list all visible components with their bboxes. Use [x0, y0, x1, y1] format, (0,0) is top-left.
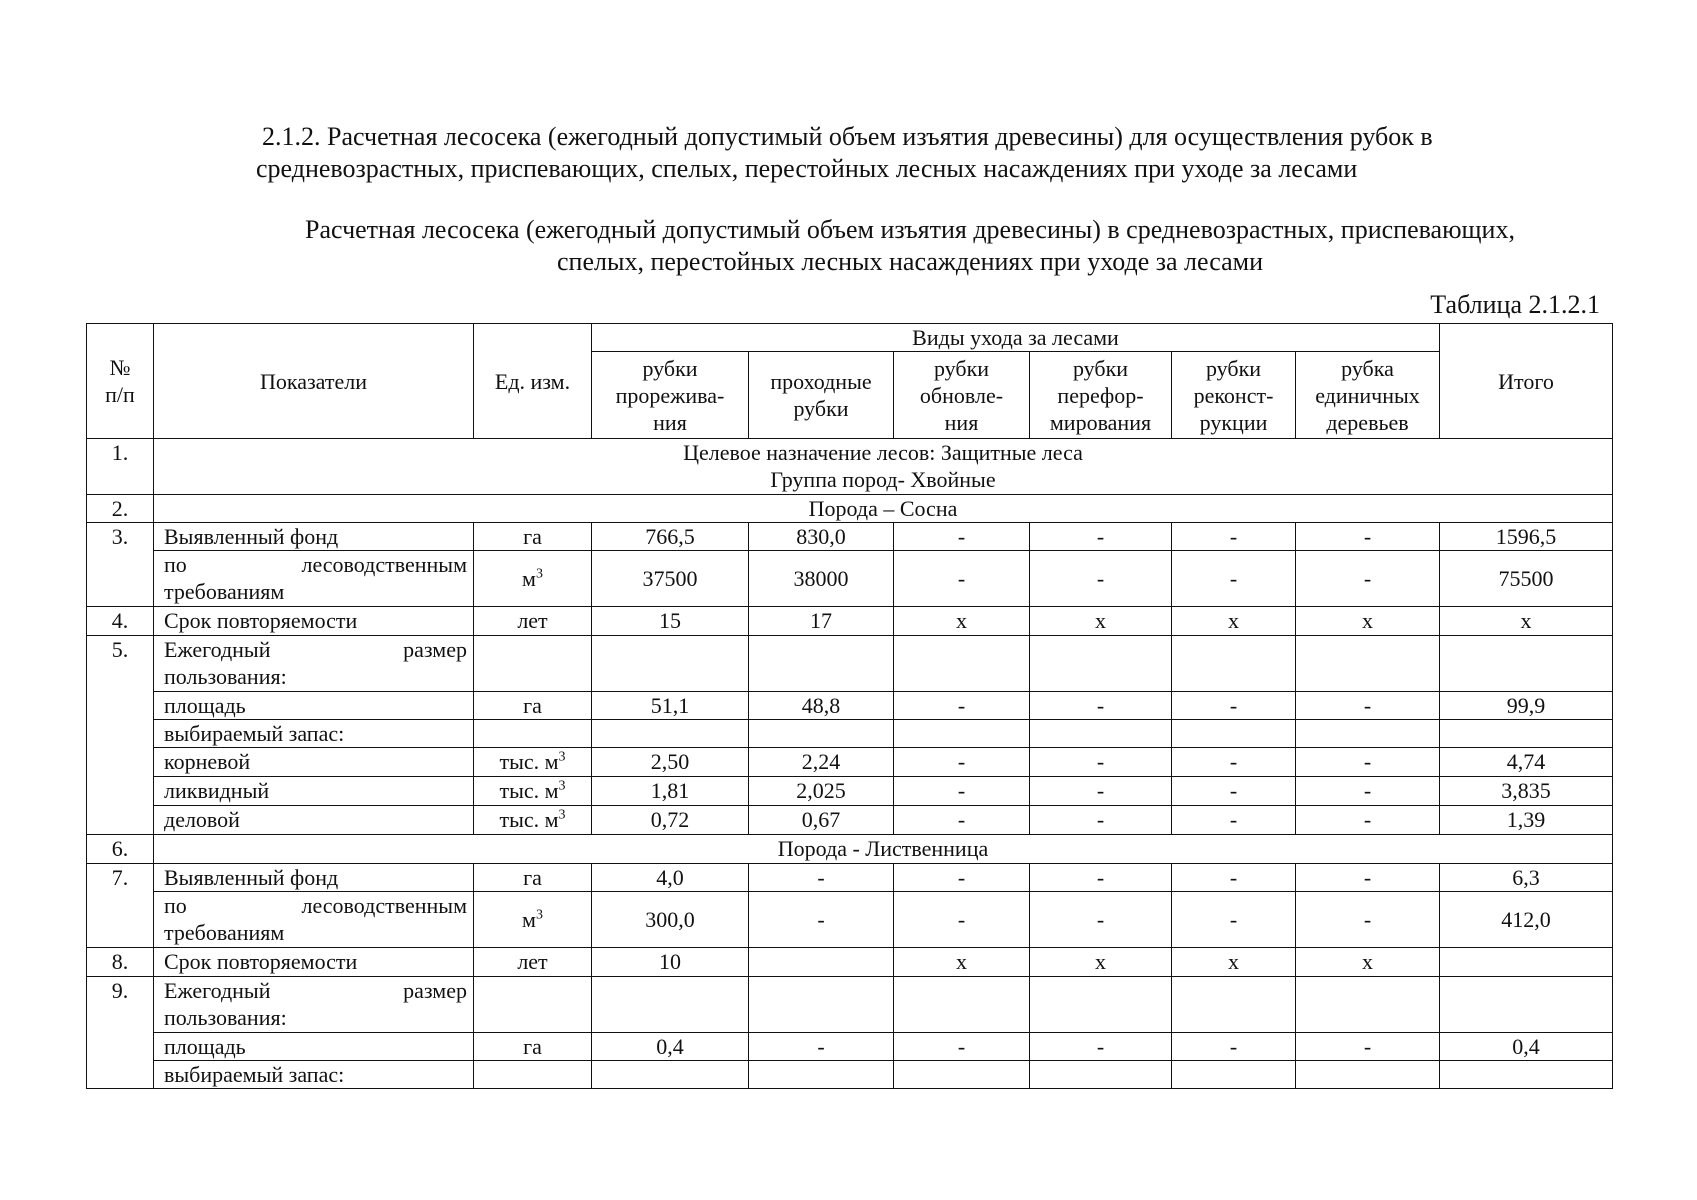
table-row [87, 551, 1613, 607]
table-row [87, 864, 1613, 892]
row-label: по лесоводственным требованиям [154, 551, 474, 607]
cell-value: х [1296, 607, 1440, 636]
cell-value: х [1030, 948, 1172, 977]
table-row [87, 636, 1613, 692]
cell-value: - [1030, 692, 1172, 720]
cell-value: 0,67 [749, 806, 894, 835]
cell-value: - [1030, 1033, 1172, 1061]
header-num-line2: п/п [105, 382, 135, 407]
row-label: корневой [154, 748, 474, 777]
header-renewal: рубки обновле- ния [894, 352, 1030, 439]
row-num: 8. [87, 948, 154, 977]
header-num [87, 324, 154, 439]
row-label: Ежегодный размер пользования: [154, 977, 474, 1033]
table-title [230, 214, 1590, 278]
row-num: 4. [87, 607, 154, 636]
row-label: Выявленный фонд [154, 523, 474, 551]
table-row [87, 439, 1613, 495]
cell-value: - [1296, 777, 1440, 806]
cell-value: - [894, 1033, 1030, 1061]
row-unit: га [474, 1033, 592, 1061]
cell-value: х [1172, 948, 1296, 977]
header-care-types: Виды ухода за лесами [592, 324, 1440, 352]
table-row [87, 1033, 1613, 1061]
table-row [87, 692, 1613, 720]
row-label: по лесоводственным требованиям [154, 892, 474, 948]
row-num: 9. [87, 977, 154, 1089]
row-unit: тыс. $м^3$ [474, 777, 592, 806]
cell-total [1440, 948, 1613, 977]
cell-value: 766,5 [592, 523, 749, 551]
cell-value: 2,24 [749, 748, 894, 777]
row-label: площадь [154, 692, 474, 720]
cell-value: - [1172, 777, 1296, 806]
cell-value: - [749, 892, 894, 948]
row-label: деловой [154, 806, 474, 835]
section-heading [256, 121, 1622, 185]
cell-value [749, 948, 894, 977]
cell-value: - [1172, 523, 1296, 551]
row-num: 2. [87, 495, 154, 523]
cell-value: - [894, 523, 1030, 551]
row-label: площадь [154, 1033, 474, 1061]
purpose-cell [154, 439, 1613, 495]
cell-value: - [1172, 892, 1296, 948]
cell-value: - [1172, 806, 1296, 835]
table-row [87, 777, 1613, 806]
table-row [87, 892, 1613, 948]
header-reconstruction: рубки реконст- рукции [1172, 352, 1296, 439]
cell-value: - [1172, 748, 1296, 777]
section-heading-line1: 2.1.2. Расчетная лесосека (ежегодный допустимый объем изъятия древесины) для осуществления рубок в [262, 122, 1433, 151]
cell-value: - [1030, 523, 1172, 551]
cell-value: - [1172, 692, 1296, 720]
cell-value: - [1030, 864, 1172, 892]
row-num: 7. [87, 864, 154, 948]
cell-value: 830,0 [749, 523, 894, 551]
header-reformation: рубки перефор- мирования [1030, 352, 1172, 439]
row-unit: га [474, 523, 592, 551]
cell-value: - [1296, 1033, 1440, 1061]
cell-value: - [1296, 892, 1440, 948]
cell-value: 300,0 [592, 892, 749, 948]
cell-value: - [894, 551, 1030, 607]
cell-value: - [894, 806, 1030, 835]
forest-harvest-table [86, 323, 1613, 1089]
cell-value: - [894, 892, 1030, 948]
cell-total: 75500 [1440, 551, 1613, 607]
table-row [87, 607, 1613, 636]
row-num: 5. [87, 636, 154, 835]
table-row [87, 835, 1613, 864]
row-unit: га [474, 692, 592, 720]
cell-value: - [1172, 864, 1296, 892]
row-unit: $м^3$ [474, 892, 592, 948]
cell-value: 0,72 [592, 806, 749, 835]
cell-total: 1,39 [1440, 806, 1613, 835]
cell-value: 48,8 [749, 692, 894, 720]
cell-value: - [1296, 551, 1440, 607]
cell-value: 0,4 [592, 1033, 749, 1061]
cell-value: х [894, 607, 1030, 636]
cell-value: 15 [592, 607, 749, 636]
header-indicators: Показатели [154, 324, 474, 439]
cell-value: х [1030, 607, 1172, 636]
cell-value: - [1296, 864, 1440, 892]
cell-total: 412,0 [1440, 892, 1613, 948]
cell-total: 4,74 [1440, 748, 1613, 777]
cell-total: 1596,5 [1440, 523, 1613, 551]
cell-value: 38000 [749, 551, 894, 607]
row-label: Ежегодный размер пользования: [154, 636, 474, 692]
table-number: Таблица 2.1.2.1 [1430, 290, 1600, 319]
cell-value: х [894, 948, 1030, 977]
cell-value: 2,025 [749, 777, 894, 806]
cell-value: - [1296, 692, 1440, 720]
cell-value: - [1172, 551, 1296, 607]
table-row [87, 977, 1613, 1033]
cell-value: - [894, 777, 1030, 806]
row-num: 3. [87, 523, 154, 607]
cell-value: 10 [592, 948, 749, 977]
cell-value: 17 [749, 607, 894, 636]
cell-value: 2,50 [592, 748, 749, 777]
table-row [87, 1061, 1613, 1089]
cell-value: - [894, 692, 1030, 720]
row-label: Срок повторяемости [154, 948, 474, 977]
cell-value: - [1030, 892, 1172, 948]
row-unit: $м^3$ [474, 551, 592, 607]
table-row [87, 948, 1613, 977]
table-row [87, 806, 1613, 835]
species-pine: Порода – Сосна [154, 495, 1613, 523]
row-unit: га [474, 864, 592, 892]
cell-total: 6,3 [1440, 864, 1613, 892]
cell-value: - [1296, 748, 1440, 777]
species-larch: Порода - Лиственница [154, 835, 1613, 864]
row-label: выбираемый запас: [154, 720, 474, 748]
row-label: выбираемый запас: [154, 1061, 474, 1089]
table-row [87, 748, 1613, 777]
row-label: Срок повторяемости [154, 607, 474, 636]
cell-value: - [1030, 777, 1172, 806]
cell-total: 3,835 [1440, 777, 1613, 806]
cell-value: - [1030, 748, 1172, 777]
cell-value: - [894, 864, 1030, 892]
row-num: 6. [87, 835, 154, 864]
cell-value: х [1296, 948, 1440, 977]
cell-value: - [1296, 806, 1440, 835]
table-title-line1: Расчетная лесосека (ежегодный допустимый объем изъятия древесины) в средневозрастных, приспевающих, [305, 215, 1515, 244]
table-title-line2: спелых, перестойных лесных насаждениях при уходе за лесами [557, 247, 1263, 276]
cell-value: - [1030, 806, 1172, 835]
header-thinning: рубки прорежива- ния [592, 352, 749, 439]
cell-value: - [749, 864, 894, 892]
cell-value: 51,1 [592, 692, 749, 720]
row-label: Выявленный фонд [154, 864, 474, 892]
section-heading-line2: средневозрастных, приспевающих, спелых, перестойных лесных насаждениях при уходе за лесами [256, 154, 1358, 183]
cell-value: 1,81 [592, 777, 749, 806]
table-row [87, 523, 1613, 551]
table-row [87, 495, 1613, 523]
row-unit: лет [474, 607, 592, 636]
cell-value: 37500 [592, 551, 749, 607]
cell-value: - [1030, 551, 1172, 607]
species-group-text: Группа пород- Хвойные [770, 467, 996, 492]
row-num: 1. [87, 439, 154, 495]
cell-total: х [1440, 607, 1613, 636]
header-single-trees: рубка единичных деревьев [1296, 352, 1440, 439]
header-passage-cutting: проходные рубки [749, 352, 894, 439]
purpose-text: Целевое назначение лесов: Защитные леса [683, 440, 1083, 465]
header-row [87, 324, 1613, 352]
header-num-line1: № [109, 355, 131, 380]
header-total: Итого [1440, 324, 1613, 439]
table-row [87, 720, 1613, 748]
cell-value: х [1172, 607, 1296, 636]
row-unit: тыс. $м^3$ [474, 806, 592, 835]
cell-total: 0,4 [1440, 1033, 1613, 1061]
cell-value: - [1172, 1033, 1296, 1061]
cell-total: 99,9 [1440, 692, 1613, 720]
cell-value: - [894, 748, 1030, 777]
row-label: ликвидный [154, 777, 474, 806]
cell-value: - [749, 1033, 894, 1061]
cell-value: 4,0 [592, 864, 749, 892]
row-unit: тыс. $м^3$ [474, 748, 592, 777]
row-unit: лет [474, 948, 592, 977]
header-unit: Ед. изм. [474, 324, 592, 439]
cell-value: - [1296, 523, 1440, 551]
